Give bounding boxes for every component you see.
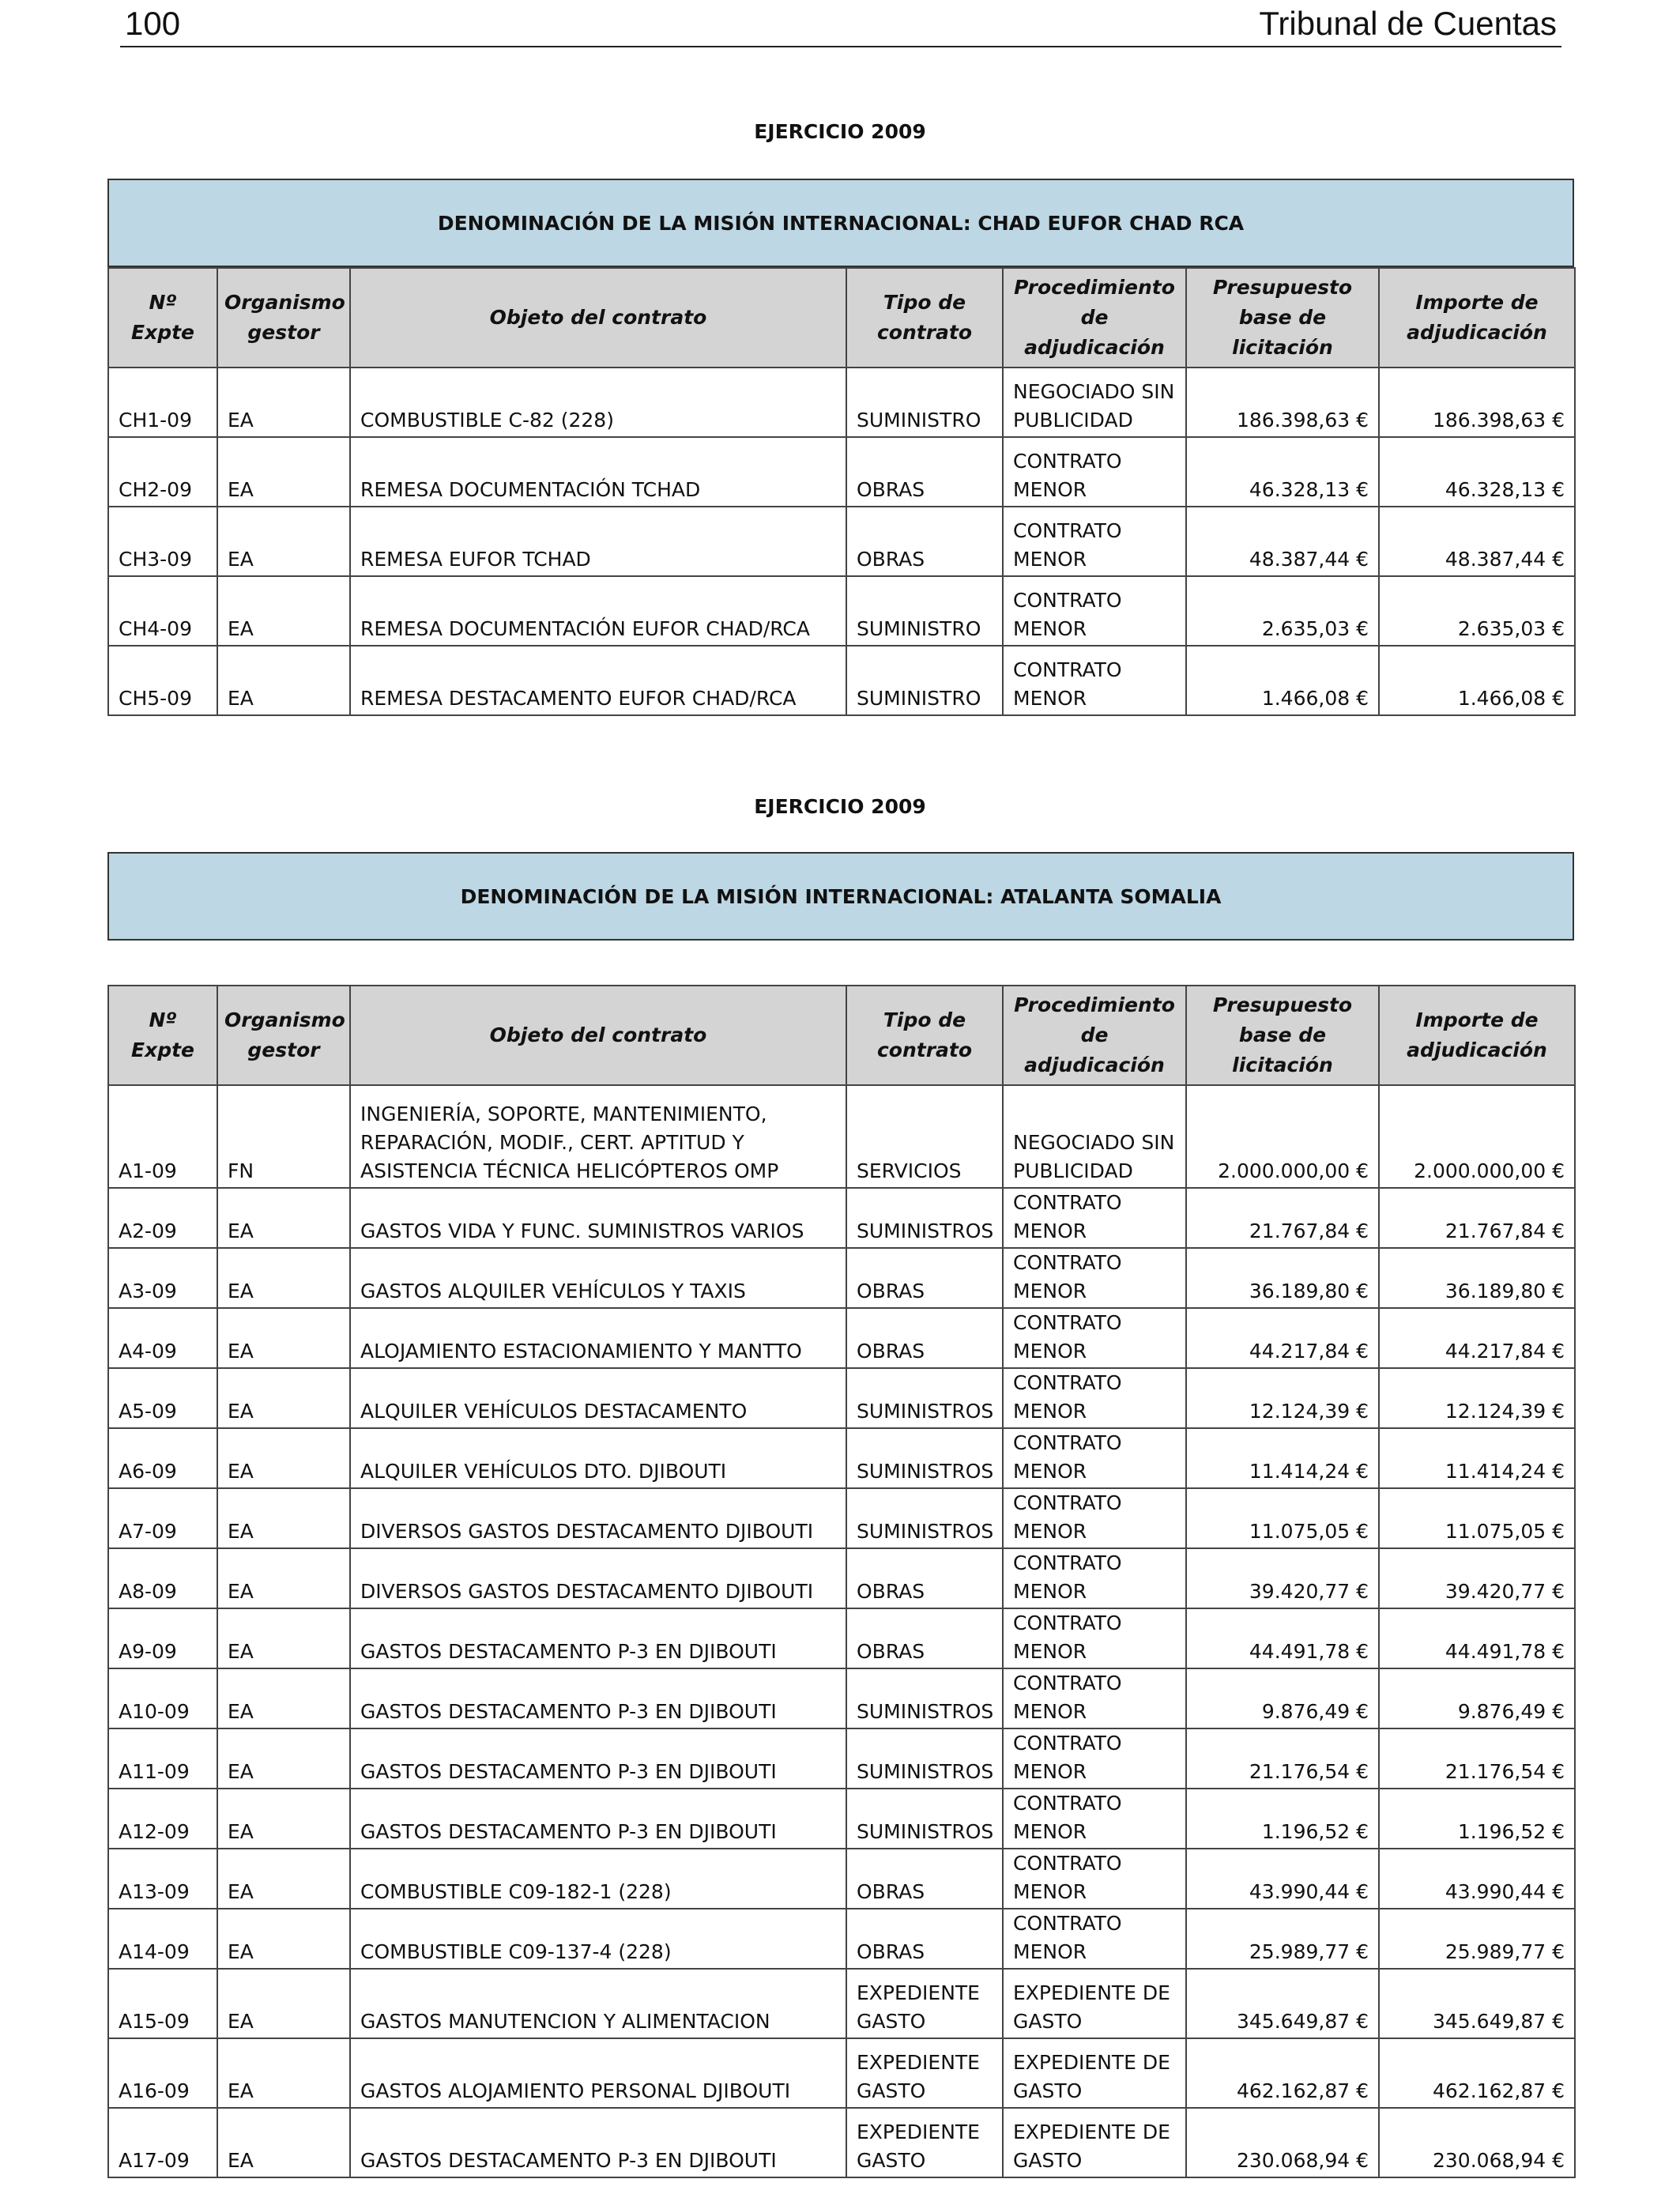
- importe-cell: 230.068,94 €: [1379, 2108, 1575, 2177]
- organismo-cell: EA: [217, 646, 350, 715]
- organismo-cell: EA: [217, 437, 350, 507]
- organismo-cell: FN: [217, 1085, 350, 1188]
- page-header: [120, 0, 1561, 47]
- presupuesto-cell: 48.387,44 €: [1186, 507, 1379, 576]
- importe-cell: 21.767,84 €: [1379, 1188, 1575, 1248]
- tipo-cell: SUMINISTROS: [846, 1188, 1003, 1248]
- objeto-cell: REMESA EUFOR TCHAD: [350, 507, 846, 576]
- expediente-cell: A3-09: [108, 1248, 217, 1308]
- expediente-cell: CH2-09: [108, 437, 217, 507]
- tipo-cell: OBRAS: [846, 1308, 1003, 1368]
- presupuesto-cell: 25.989,77 €: [1186, 1909, 1379, 1969]
- presupuesto-cell: 186.398,63 €: [1186, 368, 1379, 437]
- expediente-cell: A6-09: [108, 1428, 217, 1488]
- importe-cell: 12.124,39 €: [1379, 1368, 1575, 1428]
- procedimiento-cell: CONTRATO MENOR: [1003, 1488, 1186, 1548]
- objeto-cell: ALQUILER VEHÍCULOS DESTACAMENTO: [350, 1368, 846, 1428]
- importe-cell: 2.000.000,00 €: [1379, 1085, 1575, 1188]
- expediente-cell: A10-09: [108, 1668, 217, 1728]
- section-1-table-body: [108, 368, 1575, 715]
- tipo-cell: SERVICIOS: [846, 1085, 1003, 1188]
- table-row: [108, 1188, 1575, 1248]
- objeto-cell: REMESA DESTACAMENTO EUFOR CHAD/RCA: [350, 646, 846, 715]
- table-row: [108, 1849, 1575, 1909]
- importe-cell: 39.420,77 €: [1379, 1548, 1575, 1608]
- section-2-table-header: [108, 986, 1575, 1085]
- tipo-cell: SUMINISTROS: [846, 1668, 1003, 1728]
- table-row: [108, 1608, 1575, 1668]
- expediente-cell: CH4-09: [108, 576, 217, 646]
- procedimiento-cell: EXPEDIENTE DE GASTO: [1003, 2108, 1186, 2177]
- expediente-cell: A17-09: [108, 2108, 217, 2177]
- presupuesto-cell: 36.189,80 €: [1186, 1248, 1379, 1308]
- tipo-cell: EXPEDIENTE GASTO: [846, 2108, 1003, 2177]
- procedimiento-cell: CONTRATO MENOR: [1003, 1248, 1186, 1308]
- presupuesto-cell: 2.635,03 €: [1186, 576, 1379, 646]
- objeto-cell: DIVERSOS GASTOS DESTACAMENTO DJIBOUTI: [350, 1548, 846, 1608]
- expediente-cell: CH1-09: [108, 368, 217, 437]
- table-row: [108, 1668, 1575, 1728]
- expediente-cell: A11-09: [108, 1728, 217, 1789]
- table-row: [108, 1909, 1575, 1969]
- importe-cell: 46.328,13 €: [1379, 437, 1575, 507]
- tipo-cell: SUMINISTROS: [846, 1728, 1003, 1789]
- expediente-cell: A2-09: [108, 1188, 217, 1248]
- presupuesto-cell: 11.075,05 €: [1186, 1488, 1379, 1548]
- objeto-cell: INGENIERÍA, SOPORTE, MANTENIMIENTO, REPARACIÓN, MODIF., CERT. APTITUD Y ASISTENCIA TÉCNICA HELICÓPTEROS OMP: [350, 1085, 846, 1188]
- procedimiento-cell: CONTRATO MENOR: [1003, 576, 1186, 646]
- procedimiento-cell: CONTRATO MENOR: [1003, 646, 1186, 715]
- organismo-cell: EA: [217, 1308, 350, 1368]
- section-2-table: [107, 985, 1576, 2178]
- organismo-cell: EA: [217, 1668, 350, 1728]
- procedimiento-cell: CONTRATO MENOR: [1003, 1608, 1186, 1668]
- procedimiento-cell: EXPEDIENTE DE GASTO: [1003, 1969, 1186, 2038]
- expediente-cell: A5-09: [108, 1368, 217, 1428]
- table-row: [108, 1368, 1575, 1428]
- presupuesto-cell: 12.124,39 €: [1186, 1368, 1379, 1428]
- tipo-cell: OBRAS: [846, 1849, 1003, 1909]
- objeto-cell: GASTOS DESTACAMENTO P-3 EN DJIBOUTI: [350, 1789, 846, 1849]
- section-2-table-body: [108, 1085, 1575, 2177]
- expediente-cell: A4-09: [108, 1308, 217, 1368]
- importe-cell: 44.217,84 €: [1379, 1308, 1575, 1368]
- procedimiento-cell: CONTRATO MENOR: [1003, 1308, 1186, 1368]
- column-header: Procedimiento de adjudicación: [1003, 268, 1186, 368]
- tipo-cell: OBRAS: [846, 1548, 1003, 1608]
- tipo-cell: EXPEDIENTE GASTO: [846, 1969, 1003, 2038]
- presupuesto-cell: 46.328,13 €: [1186, 437, 1379, 507]
- organismo-cell: EA: [217, 1789, 350, 1849]
- procedimiento-cell: EXPEDIENTE DE GASTO: [1003, 2038, 1186, 2108]
- objeto-cell: COMBUSTIBLE C-82 (228): [350, 368, 846, 437]
- importe-cell: 25.989,77 €: [1379, 1909, 1575, 1969]
- column-header: Nº Expte: [108, 268, 217, 368]
- table-row: [108, 1548, 1575, 1608]
- organismo-cell: EA: [217, 1608, 350, 1668]
- presupuesto-cell: 21.767,84 €: [1186, 1188, 1379, 1248]
- expediente-cell: A12-09: [108, 1789, 217, 1849]
- section-1-mission-title: DENOMINACIÓN DE LA MISIÓN INTERNACIONAL: CHAD EUFOR CHAD RCA: [107, 179, 1574, 267]
- page-number: 100: [125, 5, 181, 42]
- expediente-cell: A14-09: [108, 1909, 217, 1969]
- section-2-ejercicio: EJERCICIO 2009: [754, 795, 926, 818]
- importe-cell: 43.990,44 €: [1379, 1849, 1575, 1909]
- column-header: Objeto del contrato: [350, 986, 846, 1085]
- procedimiento-cell: CONTRATO MENOR: [1003, 1728, 1186, 1789]
- organismo-cell: EA: [217, 1428, 350, 1488]
- column-header: Importe de adjudicación: [1379, 268, 1575, 368]
- organismo-cell: EA: [217, 1188, 350, 1248]
- importe-cell: 1.196,52 €: [1379, 1789, 1575, 1849]
- organismo-cell: EA: [217, 1909, 350, 1969]
- procedimiento-cell: CONTRATO MENOR: [1003, 1849, 1186, 1909]
- table-row: [108, 646, 1575, 715]
- objeto-cell: GASTOS DESTACAMENTO P-3 EN DJIBOUTI: [350, 1668, 846, 1728]
- table-row: [108, 507, 1575, 576]
- expediente-cell: A8-09: [108, 1548, 217, 1608]
- importe-cell: 21.176,54 €: [1379, 1728, 1575, 1789]
- importe-cell: 462.162,87 €: [1379, 2038, 1575, 2108]
- tipo-cell: SUMINISTROS: [846, 1789, 1003, 1849]
- table-row: [108, 576, 1575, 646]
- organismo-cell: EA: [217, 1849, 350, 1909]
- importe-cell: 1.466,08 €: [1379, 646, 1575, 715]
- objeto-cell: ALOJAMIENTO ESTACIONAMIENTO Y MANTTO: [350, 1308, 846, 1368]
- importe-cell: 48.387,44 €: [1379, 507, 1575, 576]
- table-row: [108, 1789, 1575, 1849]
- column-header: Nº Expte: [108, 986, 217, 1085]
- objeto-cell: GASTOS VIDA Y FUNC. SUMINISTROS VARIOS: [350, 1188, 846, 1248]
- objeto-cell: GASTOS MANUTENCION Y ALIMENTACION: [350, 1969, 846, 2038]
- presupuesto-cell: 44.217,84 €: [1186, 1308, 1379, 1368]
- organismo-cell: EA: [217, 1488, 350, 1548]
- importe-cell: 2.635,03 €: [1379, 576, 1575, 646]
- presupuesto-cell: 44.491,78 €: [1186, 1608, 1379, 1668]
- table-row: [108, 1488, 1575, 1548]
- importe-cell: 186.398,63 €: [1379, 368, 1575, 437]
- objeto-cell: COMBUSTIBLE C09-182-1 (228): [350, 1849, 846, 1909]
- column-header: Presupuesto base de licitación: [1186, 268, 1379, 368]
- organismo-cell: EA: [217, 1969, 350, 2038]
- organismo-cell: EA: [217, 1548, 350, 1608]
- expediente-cell: CH3-09: [108, 507, 217, 576]
- organismo-cell: EA: [217, 368, 350, 437]
- procedimiento-cell: CONTRATO MENOR: [1003, 1668, 1186, 1728]
- objeto-cell: REMESA DOCUMENTACIÓN EUFOR CHAD/RCA: [350, 576, 846, 646]
- table-row: [108, 1969, 1575, 2038]
- procedimiento-cell: CONTRATO MENOR: [1003, 1789, 1186, 1849]
- tipo-cell: OBRAS: [846, 1909, 1003, 1969]
- objeto-cell: GASTOS DESTACAMENTO P-3 EN DJIBOUTI: [350, 1608, 846, 1668]
- presupuesto-cell: 1.466,08 €: [1186, 646, 1379, 715]
- section-1-table-header: [108, 268, 1575, 368]
- organismo-cell: EA: [217, 2038, 350, 2108]
- expediente-cell: A15-09: [108, 1969, 217, 2038]
- presupuesto-cell: 9.876,49 €: [1186, 1668, 1379, 1728]
- table-row: [108, 1085, 1575, 1188]
- expediente-cell: A16-09: [108, 2038, 217, 2108]
- tipo-cell: SUMINISTRO: [846, 368, 1003, 437]
- tipo-cell: SUMINISTRO: [846, 646, 1003, 715]
- procedimiento-cell: CONTRATO MENOR: [1003, 507, 1186, 576]
- objeto-cell: GASTOS DESTACAMENTO P-3 EN DJIBOUTI: [350, 1728, 846, 1789]
- importe-cell: 9.876,49 €: [1379, 1668, 1575, 1728]
- table-row: [108, 2038, 1575, 2108]
- column-header: Tipo de contrato: [846, 268, 1003, 368]
- presupuesto-cell: 1.196,52 €: [1186, 1789, 1379, 1849]
- table-row: [108, 1248, 1575, 1308]
- organismo-cell: EA: [217, 1368, 350, 1428]
- column-header: Presupuesto base de licitación: [1186, 986, 1379, 1085]
- tipo-cell: OBRAS: [846, 1248, 1003, 1308]
- tipo-cell: SUMINISTRO: [846, 576, 1003, 646]
- presupuesto-cell: 21.176,54 €: [1186, 1728, 1379, 1789]
- importe-cell: 44.491,78 €: [1379, 1608, 1575, 1668]
- column-header: Tipo de contrato: [846, 986, 1003, 1085]
- column-header: Procedimiento de adjudicación: [1003, 986, 1186, 1085]
- objeto-cell: COMBUSTIBLE C09-137-4 (228): [350, 1909, 846, 1969]
- presupuesto-cell: 462.162,87 €: [1186, 2038, 1379, 2108]
- procedimiento-cell: NEGOCIADO SIN PUBLICIDAD: [1003, 368, 1186, 437]
- page-organization: Tribunal de Cuentas: [1259, 5, 1557, 42]
- table-row: [108, 1308, 1575, 1368]
- objeto-cell: ALQUILER VEHÍCULOS DTO. DJIBOUTI: [350, 1428, 846, 1488]
- procedimiento-cell: CONTRATO MENOR: [1003, 1548, 1186, 1608]
- presupuesto-cell: 39.420,77 €: [1186, 1548, 1379, 1608]
- column-header: Organismo gestor: [217, 268, 350, 368]
- organismo-cell: EA: [217, 2108, 350, 2177]
- tipo-cell: SUMINISTROS: [846, 1428, 1003, 1488]
- table-row: [108, 368, 1575, 437]
- tipo-cell: OBRAS: [846, 507, 1003, 576]
- importe-cell: 345.649,87 €: [1379, 1969, 1575, 2038]
- section-2-mission-title: DENOMINACIÓN DE LA MISIÓN INTERNACIONAL: ATALANTA SOMALIA: [107, 852, 1574, 941]
- section-1-table: [107, 267, 1576, 716]
- objeto-cell: GASTOS DESTACAMENTO P-3 EN DJIBOUTI: [350, 2108, 846, 2177]
- table-row: [108, 2108, 1575, 2177]
- procedimiento-cell: CONTRATO MENOR: [1003, 1368, 1186, 1428]
- tipo-cell: SUMINISTROS: [846, 1368, 1003, 1428]
- objeto-cell: DIVERSOS GASTOS DESTACAMENTO DJIBOUTI: [350, 1488, 846, 1548]
- organismo-cell: EA: [217, 576, 350, 646]
- importe-cell: 11.414,24 €: [1379, 1428, 1575, 1488]
- column-header: Importe de adjudicación: [1379, 986, 1575, 1085]
- procedimiento-cell: NEGOCIADO SIN PUBLICIDAD: [1003, 1085, 1186, 1188]
- expediente-cell: A1-09: [108, 1085, 217, 1188]
- column-header: Objeto del contrato: [350, 268, 846, 368]
- objeto-cell: GASTOS ALQUILER VEHÍCULOS Y TAXIS: [350, 1248, 846, 1308]
- column-header: Organismo gestor: [217, 986, 350, 1085]
- objeto-cell: REMESA DOCUMENTACIÓN TCHAD: [350, 437, 846, 507]
- table-row: [108, 1428, 1575, 1488]
- expediente-cell: A9-09: [108, 1608, 217, 1668]
- expediente-cell: CH5-09: [108, 646, 217, 715]
- procedimiento-cell: CONTRATO MENOR: [1003, 437, 1186, 507]
- procedimiento-cell: CONTRATO MENOR: [1003, 1909, 1186, 1969]
- importe-cell: 11.075,05 €: [1379, 1488, 1575, 1548]
- presupuesto-cell: 230.068,94 €: [1186, 2108, 1379, 2177]
- table-row: [108, 1728, 1575, 1789]
- tipo-cell: OBRAS: [846, 437, 1003, 507]
- organismo-cell: EA: [217, 507, 350, 576]
- expediente-cell: A13-09: [108, 1849, 217, 1909]
- organismo-cell: EA: [217, 1248, 350, 1308]
- presupuesto-cell: 2.000.000,00 €: [1186, 1085, 1379, 1188]
- presupuesto-cell: 345.649,87 €: [1186, 1969, 1379, 2038]
- procedimiento-cell: CONTRATO MENOR: [1003, 1188, 1186, 1248]
- objeto-cell: GASTOS ALOJAMIENTO PERSONAL DJIBOUTI: [350, 2038, 846, 2108]
- expediente-cell: A7-09: [108, 1488, 217, 1548]
- procedimiento-cell: CONTRATO MENOR: [1003, 1428, 1186, 1488]
- importe-cell: 36.189,80 €: [1379, 1248, 1575, 1308]
- organismo-cell: EA: [217, 1728, 350, 1789]
- tipo-cell: SUMINISTROS: [846, 1488, 1003, 1548]
- tipo-cell: OBRAS: [846, 1608, 1003, 1668]
- table-row: [108, 437, 1575, 507]
- tipo-cell: EXPEDIENTE GASTO: [846, 2038, 1003, 2108]
- section-1-ejercicio: EJERCICIO 2009: [754, 120, 926, 143]
- presupuesto-cell: 43.990,44 €: [1186, 1849, 1379, 1909]
- presupuesto-cell: 11.414,24 €: [1186, 1428, 1379, 1488]
